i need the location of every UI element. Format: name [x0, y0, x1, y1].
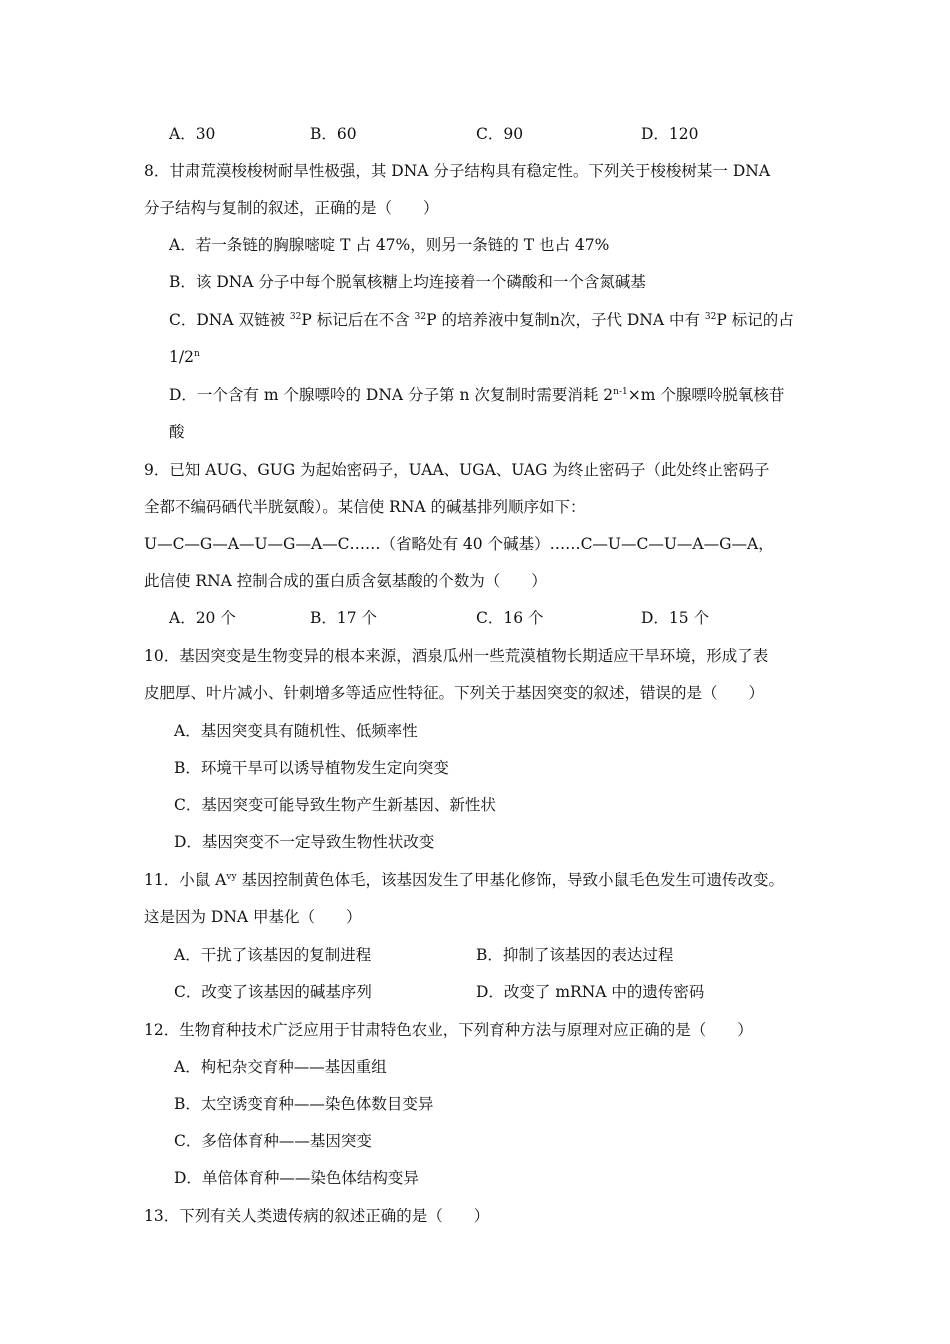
q10-option-d: D．基因突变不一定导致生物性状改变 [174, 833, 435, 851]
q11-option-a: A．干扰了该基因的复制进程 [174, 946, 372, 964]
q9-option-a: A．20 个 [169, 609, 236, 627]
q8-stem-line2: 分子结构与复制的叙述，正确的是（ ） [144, 199, 439, 217]
q10-option-c: C．基因突变可能导致生物产生新基因、新性状 [174, 796, 496, 814]
q9-option-d: D．15 个 [641, 609, 710, 627]
q12-stem: 12．生物育种技术广泛应用于甘肃特色农业，下列育种方法与原理对应正确的是（ ） [144, 1021, 753, 1039]
q10-option-a: A．基因突变具有随机性、低频率性 [174, 722, 418, 740]
q7-option-d: D．120 [641, 125, 699, 143]
q9-option-c: C．16 个 [476, 609, 544, 627]
q11-option-c: C．改变了该基因的碱基序列 [174, 983, 372, 1001]
q8-option-c-continued: 1/2$^n$ [169, 348, 200, 366]
q7-option-b: B．60 [310, 125, 357, 143]
q9-stem-line4: 此信使 RNA 控制合成的蛋白质含氨基酸的个数为（ ） [144, 572, 547, 590]
q7-option-a: A．30 [169, 125, 216, 143]
q8-option-b: B．该 DNA 分子中每个脱氧核糖上均连接着一个磷酸和一个含氮碱基 [169, 273, 646, 291]
q10-stem-line2: 皮肥厚、叶片减小、针刺增多等适应性特征。下列关于基因突变的叙述，错误的是（ ） [144, 684, 765, 702]
q11-option-d: D．改变了 mRNA 中的遗传密码 [476, 983, 705, 1001]
q8-option-c: C．DNA 双链被 $^{32}$P 标记后在不含 $^{32}$P 的培养液中复制n次，子代 DNA 中有 $^{32}$P 标记的占 [169, 311, 794, 329]
q7-option-c: C．90 [476, 125, 524, 143]
q11-stem-line1: 11．小鼠 $A^{vy}$ 基因控制黄色体毛，该基因发生了甲基化修饰，导致小鼠毛色发生可遗传改变。 [144, 871, 784, 889]
q10-stem-line1: 10．基因突变是生物变异的根本来源，酒泉瓜州一些荒漠植物长期适应干旱环境，形成了表 [144, 647, 769, 665]
q9-option-b: B．17 个 [310, 609, 378, 627]
q8-stem-line1: 8．甘肃荒漠梭梭树耐旱性极强，其 DNA 分子结构具有稳定性。下列关于梭梭树某一 DNA [144, 162, 771, 180]
q11-option-b: B．抑制了该基因的表达过程 [476, 946, 674, 964]
q9-stem-line1: 9．已知 AUG、GUG 为起始密码子，UAA、UGA、UAG 为终止密码子（此处终止密码子 [144, 461, 770, 479]
q12-option-d: D．单倍体育种——染色体结构变异 [174, 1169, 419, 1187]
q9-stem-line2: 全都不编码硒代半胱氨酸）。某信使 RNA 的碱基排列顺序如下： [144, 498, 586, 516]
q12-option-b: B．太空诱变育种——染色体数目变异 [174, 1095, 434, 1113]
q9-stem-line3: U—C—G—A—U—G—A—C……（省略处有 40 个碱基）……C—U—C—U—A—G—A， [144, 535, 774, 553]
q12-option-c: C．多倍体育种——基因突变 [174, 1132, 372, 1150]
q8-option-d-continued: 酸 [169, 423, 185, 441]
q13-stem: 13．下列有关人类遗传病的叙述正确的是（ ） [144, 1207, 490, 1225]
q12-option-a: A．枸杞杂交育种——基因重组 [174, 1058, 387, 1076]
q10-option-b: B．环境干旱可以诱导植物发生定向突变 [174, 759, 449, 777]
q11-stem-line2: 这是因为 DNA 甲基化（ ） [144, 908, 362, 926]
q8-option-a: A．若一条链的胸腺嘧啶 T 占 47%，则另一条链的 T 也占 47% [169, 236, 610, 254]
q8-option-d: D．一个含有 m 个腺嘌呤的 DNA 分子第 n 次复制时需要消耗 $2^{n-1}\times m$ 个腺嘌呤脱氧核苷 [169, 386, 785, 404]
